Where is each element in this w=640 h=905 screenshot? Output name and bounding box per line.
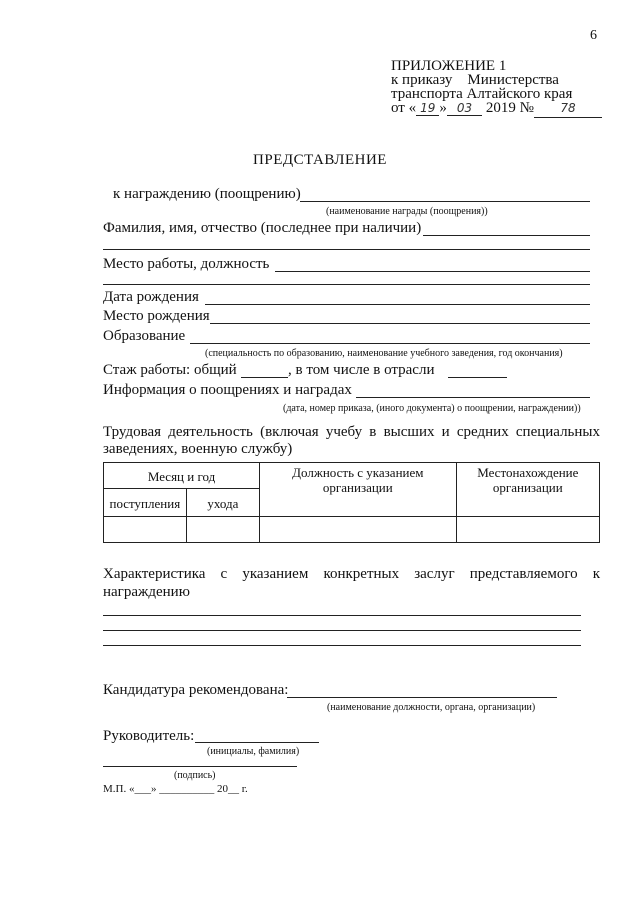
birth-place-label: Место рождения: [103, 308, 210, 324]
signature-hint: (подпись): [174, 770, 216, 781]
award-field[interactable]: [300, 201, 590, 202]
birth-date-field[interactable]: [205, 304, 590, 305]
workplace-field[interactable]: [275, 271, 590, 272]
education-label: Образование: [103, 328, 186, 344]
experience-total-field[interactable]: [241, 377, 288, 378]
experience-industry-label: , в том числе в отрасли: [288, 362, 435, 378]
education-field[interactable]: [190, 343, 590, 344]
appendix-order: к приказу Министерства: [391, 72, 559, 88]
table-cell-location[interactable]: [456, 517, 599, 543]
recommended-hint: (наименование должности, органа, организации): [327, 702, 536, 713]
work-history-table: [103, 462, 600, 543]
appendix-ministry: транспорта Алтайского края: [391, 86, 573, 102]
birth-date-label: Дата рождения: [103, 289, 199, 305]
recommended-label: Кандидатура рекомендована:: [103, 682, 289, 698]
col-position: Должность с указанием организации: [260, 463, 457, 517]
awards-info-label: Информация о поощрениях и наградах: [103, 382, 352, 398]
characteristic-heading-2: награждению: [103, 584, 190, 600]
head-label: Руководитель:: [103, 728, 195, 744]
col-location: Местонахождение организации: [456, 463, 599, 517]
award-hint: (наименование награды (поощрения)): [326, 206, 488, 217]
characteristic-field-3[interactable]: [103, 645, 581, 646]
characteristic-heading-1: Характеристика с указанием конкретных заслуг представляемого к: [103, 566, 600, 582]
workplace-field-2[interactable]: [103, 284, 590, 285]
work-history-heading-1: Трудовая деятельность (включая учебу в высших и средних специальных: [103, 424, 600, 440]
date-month: 03: [447, 101, 482, 116]
table-cell-end[interactable]: [186, 517, 259, 543]
date-mid: »: [439, 100, 447, 116]
signature-field[interactable]: [103, 766, 297, 767]
col-start: поступления: [104, 489, 187, 517]
appendix-title: ПРИЛОЖЕНИЕ 1: [391, 58, 507, 74]
date-prefix: от «: [391, 100, 417, 116]
col-end: ухода: [186, 489, 259, 517]
table-cell-start[interactable]: [104, 517, 187, 543]
fio-field-2[interactable]: [103, 249, 590, 250]
table-cell-position[interactable]: [260, 517, 457, 543]
form-title: ПРЕДСТАВЛЕНИЕ: [253, 152, 387, 168]
head-hint: (инициалы, фамилия): [207, 746, 300, 757]
birth-place-field[interactable]: [210, 323, 590, 324]
appendix-date-line: [391, 100, 602, 118]
head-field[interactable]: [195, 742, 319, 743]
fio-label: Фамилия, имя, отчество (последнее при наличии): [103, 220, 422, 236]
characteristic-field-1[interactable]: [103, 615, 581, 616]
award-label: к награждению (поощрению): [113, 186, 301, 202]
stamp-date: М.П. «___» __________ 20__ г.: [103, 783, 248, 795]
workplace-label: Место работы, должность: [103, 256, 270, 272]
col-month-year: Месяц и год: [104, 463, 260, 489]
date-year: 2019 №: [485, 100, 534, 116]
fio-field[interactable]: [423, 235, 590, 236]
experience-label: Стаж работы: общий: [103, 362, 237, 378]
experience-industry-field[interactable]: [448, 377, 507, 378]
page-number: 6: [590, 28, 597, 43]
order-number: 78: [534, 100, 602, 118]
education-hint: (специальность по образованию, наименование учебного заведения, год окончания): [205, 348, 563, 359]
characteristic-field-2[interactable]: [103, 630, 581, 631]
date-day: 19: [416, 101, 439, 116]
awards-info-field[interactable]: [356, 397, 590, 398]
work-history-heading-2: заведениях, военную службу): [103, 441, 293, 457]
table-row: [104, 517, 600, 543]
recommended-field[interactable]: [287, 697, 557, 698]
awards-info-hint: (дата, номер приказа, (иного документа) о поощрении, награждении)): [283, 403, 581, 414]
